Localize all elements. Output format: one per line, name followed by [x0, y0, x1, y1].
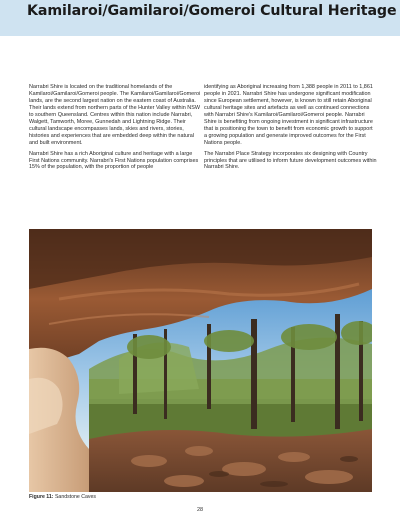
body-paragraph: The Narrabri Place Strategy incorporates six designing with Country principles that are utilised to inform future development outcomes within Narrabri Shire.	[204, 150, 377, 171]
page-title: Kamilaroi/Gamilaroi/Gomeroi Cultural Heritage	[27, 3, 397, 19]
figure-caption-text: Sandstone Caves	[54, 494, 96, 500]
body-paragraph: identifying as Aboriginal increasing from 1,388 people in 2011 to 1,861 people in 2021. Narrabri Shire has undergone significant modification since European settlement, however, is known to still retain Aboriginal cultural heritage sites and artefacts as well as continued connections with Narrabri Shire's Kamilaroi/Gamilaroi/Gomeroi people. Narrabri Shire is benefiting from ongoing investment in significant infrastructure that is positioning the town to benefit from economic growth to support a growing population and generate improved outcomes for the First Nations people.	[204, 84, 373, 146]
header-band	[0, 0, 400, 36]
figure-caption	[29, 494, 96, 501]
right-column	[204, 84, 377, 175]
figure-label: Figure 11:	[29, 494, 54, 500]
sandstone-cave-photo	[29, 229, 372, 492]
page-number: 28	[196, 507, 204, 513]
left-column	[29, 84, 202, 175]
body-paragraph: Narrabri Shire has a rich Aboriginal culture and heritage with a large First Nations community. Narrabri's First Nations population comprises 15% of the population, with the proportion of people	[29, 150, 199, 171]
body-paragraph: Narrabri Shire is located on the traditional homelands of the Kamilaroi/Gamilaroi/Gomeroi people. The Kamilaroi/Gamilaroi/Gomeroi lands, are the second largest nation on the eastern coast of Australia. Their lands extend from northern parts of the Hunter Valley within NSW to southern Queensland. Centres within this nation include Narrabri, Walgett, Tamworth, Moree, Gunnedah and Lightning Ridge. Their cultural landscape encompasses lands, skies and rivers, stories, histories and experiences that are embedded deep within the natural and built environment.	[29, 84, 201, 146]
